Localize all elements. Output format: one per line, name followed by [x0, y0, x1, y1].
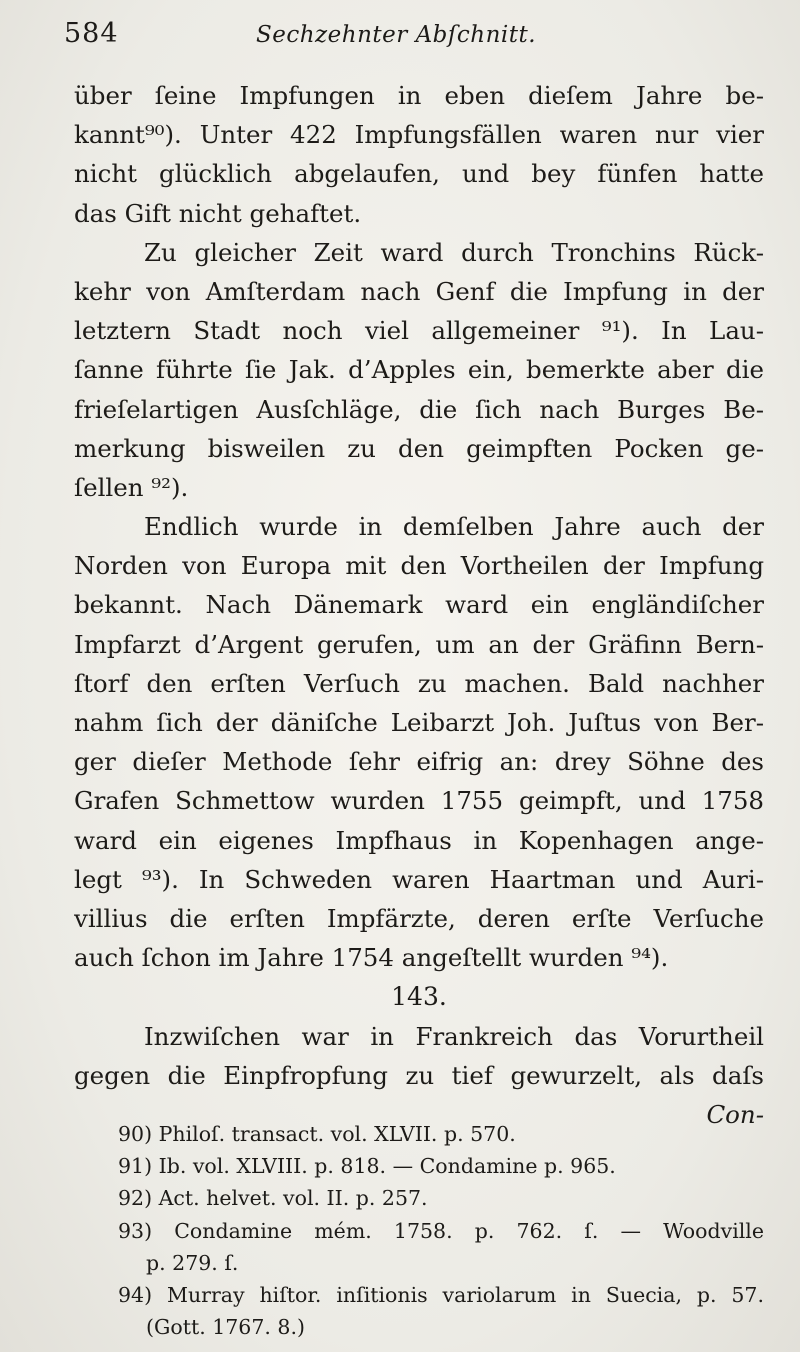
text-line: Grafen Schmettow wurden 1755 geimpft, und 1758	[74, 786, 764, 816]
text-line: über ſeine Impfungen in eben dieſem Jahre be-	[74, 81, 764, 110]
text-line: bekannt. Nach Dänemark ward ein engländiſcher	[74, 590, 764, 620]
paragraph-first-line: Zu gleicher Zeit ward durch Tronchins Rück-	[144, 237, 764, 267]
body-text	[74, 76, 764, 1134]
text-line: legt ⁹³). In Schweden waren Haartman und Auri-	[74, 864, 764, 894]
text-line: frieſelartigen Ausſchläge, die ſich nach Burges Be-	[74, 394, 764, 424]
paragraph-first-line: Inzwiſchen war in Frankreich das Vorurtheil	[144, 1021, 764, 1051]
text-line: ſanne führte ſie Jak. d’Apples ein, bemerkte aber die	[74, 355, 764, 385]
text-line: nicht glücklich abgelaufen, und bey fünfen hatte	[74, 159, 764, 189]
text-line: letztern Stadt noch viel allgemeiner ⁹¹). In Lau-	[74, 316, 764, 346]
footnote: 90) Philoſ. transact. vol. XLVII. p. 570.	[118, 1122, 516, 1146]
text-line: kannt⁹⁰). Unter 422 Impfungsfällen waren nur vier	[74, 120, 764, 150]
text-line: villius die erſten Impfärzte, deren erſte Verſuche	[74, 903, 764, 933]
text-line: gegen die Einpfropfung zu tief gewurzelt, als daſs	[74, 1060, 764, 1090]
catchword: Con-	[706, 1099, 764, 1129]
section-number: 143.	[391, 982, 447, 1012]
text-line: merkung bisweilen zu den geimpften Pocken ge-	[74, 433, 764, 463]
text-line: ſellen ⁹²).	[74, 472, 189, 502]
footnote: 91) Ib. vol. XLVIII. p. 818. — Condamine p. 965.	[118, 1154, 616, 1179]
running-head: Sechzehnter Abſchnitt.	[256, 22, 537, 48]
page-header	[64, 18, 760, 58]
page-number: 584	[64, 18, 119, 49]
paragraph-first-line: Endlich wurde in demſelben Jahre auch der	[144, 512, 764, 542]
text-line: ger dieſer Methode ſehr eifrig an: drey Söhne des	[74, 747, 764, 777]
footnote-continuation: p. 279. ſ.	[146, 1250, 239, 1275]
text-line: das Gift nicht gehaftet.	[74, 198, 362, 228]
text-line: ward ein eigenes Impfhaus in Kopenhagen ange-	[74, 825, 764, 855]
footnote-continuation: (Gott. 1767. 8.)	[146, 1315, 305, 1340]
text-line: ſtorf den erſten Verſuch zu machen. Bald nachher	[74, 668, 764, 698]
footnotes	[118, 1118, 764, 1343]
text-line: Norden von Europa mit den Vortheilen der Impfung	[74, 551, 764, 581]
footnote: 92) Act. helvet. vol. II. p. 257.	[118, 1186, 428, 1211]
footnote: 94) Murray hiſtor. inſitionis variolarum in Suecia, p. 57.	[118, 1282, 764, 1307]
text-line: auch ſchon im Jahre 1754 angeſtellt wurden ⁹⁴).	[74, 943, 669, 973]
footnote: 93) Condamine mém. 1758. p. 762. ſ. — Woodville	[118, 1218, 764, 1243]
text-line: kehr von Amſterdam nach Genf die Impfung in der	[74, 276, 764, 306]
text-line: nahm ſich der däniſche Leibarzt Joh. Juſtus von Ber-	[74, 708, 764, 737]
text-line: Impfarzt d’Argent gerufen, um an der Gräfinn Bern-	[74, 629, 764, 659]
